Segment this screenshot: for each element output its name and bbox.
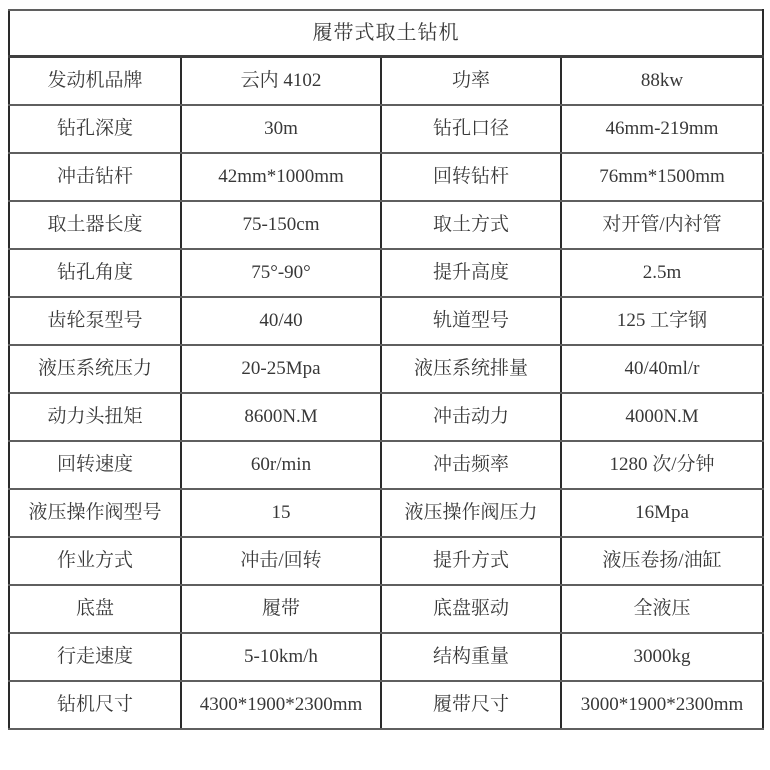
spec-value-cell: 冲击/回转 <box>181 537 381 585</box>
spec-label-cell: 钻孔角度 <box>9 249 181 297</box>
spec-value-cell: 全液压 <box>561 585 763 633</box>
spec-label-cell: 提升方式 <box>381 537 561 585</box>
spec-row <box>9 345 763 393</box>
spec-label-cell: 冲击动力 <box>381 393 561 441</box>
spec-value-cell: 液压卷扬/油缸 <box>561 537 763 585</box>
spec-row <box>9 249 763 297</box>
spec-value-cell: 5-10km/h <box>181 633 381 681</box>
spec-row <box>9 489 763 537</box>
spec-label-cell: 取土器长度 <box>9 201 181 249</box>
spec-value-cell: 8600N.M <box>181 393 381 441</box>
spec-label-cell: 底盘驱动 <box>381 585 561 633</box>
spec-label-cell: 回转钻杆 <box>381 153 561 201</box>
spec-value-cell: 4000N.M <box>561 393 763 441</box>
spec-label-cell: 液压操作阀压力 <box>381 489 561 537</box>
spec-row <box>9 585 763 633</box>
spec-label-cell: 冲击钻杆 <box>9 153 181 201</box>
spec-value-cell: 履带 <box>181 585 381 633</box>
spec-row <box>9 57 763 106</box>
spec-value-cell: 75-150cm <box>181 201 381 249</box>
spec-value-cell: 3000kg <box>561 633 763 681</box>
spec-row <box>9 681 763 729</box>
spec-value-cell: 46mm-219mm <box>561 105 763 153</box>
spec-value-cell: 76mm*1500mm <box>561 153 763 201</box>
spec-value-cell: 75°-90° <box>181 249 381 297</box>
spec-value-cell: 1280 次/分钟 <box>561 441 763 489</box>
spec-value-cell: 对开管/内衬管 <box>561 201 763 249</box>
spec-label-cell: 底盘 <box>9 585 181 633</box>
spec-value-cell: 15 <box>181 489 381 537</box>
spec-value-cell: 4300*1900*2300mm <box>181 681 381 729</box>
spec-label-cell: 取土方式 <box>381 201 561 249</box>
spec-label-cell: 钻孔口径 <box>381 105 561 153</box>
table-title: 履带式取土钻机 <box>9 10 763 57</box>
spec-label-cell: 液压系统压力 <box>9 345 181 393</box>
spec-label-cell: 冲击频率 <box>381 441 561 489</box>
spec-row <box>9 537 763 585</box>
table-title-row <box>9 10 763 57</box>
spec-label-cell: 钻机尺寸 <box>9 681 181 729</box>
spec-label-cell: 钻孔深度 <box>9 105 181 153</box>
spec-label-cell: 结构重量 <box>381 633 561 681</box>
spec-label-cell: 功率 <box>381 57 561 106</box>
spec-label-cell: 液压系统排量 <box>381 345 561 393</box>
spec-label-cell: 提升高度 <box>381 249 561 297</box>
spec-label-cell: 液压操作阀型号 <box>9 489 181 537</box>
spec-label-cell: 动力头扭矩 <box>9 393 181 441</box>
spec-row <box>9 297 763 345</box>
spec-value-cell: 16Mpa <box>561 489 763 537</box>
spec-value-cell: 125 工字钢 <box>561 297 763 345</box>
spec-value-cell: 3000*1900*2300mm <box>561 681 763 729</box>
spec-row <box>9 201 763 249</box>
spec-label-cell: 作业方式 <box>9 537 181 585</box>
spec-label-cell: 齿轮泵型号 <box>9 297 181 345</box>
spec-value-cell: 40/40ml/r <box>561 345 763 393</box>
spec-value-cell: 42mm*1000mm <box>181 153 381 201</box>
spec-table <box>8 9 764 730</box>
spec-value-cell: 30m <box>181 105 381 153</box>
spec-label-cell: 轨道型号 <box>381 297 561 345</box>
spec-row <box>9 153 763 201</box>
spec-row <box>9 393 763 441</box>
spec-label-cell: 履带尺寸 <box>381 681 561 729</box>
spec-value-cell: 20-25Mpa <box>181 345 381 393</box>
spec-row <box>9 633 763 681</box>
spec-label-cell: 发动机品牌 <box>9 57 181 106</box>
spec-value-cell: 60r/min <box>181 441 381 489</box>
spec-value-cell: 2.5m <box>561 249 763 297</box>
spec-row <box>9 105 763 153</box>
spec-value-cell: 云内 4102 <box>181 57 381 106</box>
spec-row <box>9 441 763 489</box>
spec-label-cell: 回转速度 <box>9 441 181 489</box>
spec-label-cell: 行走速度 <box>9 633 181 681</box>
spec-value-cell: 88kw <box>561 57 763 106</box>
spec-value-cell: 40/40 <box>181 297 381 345</box>
spec-table-body <box>9 57 763 730</box>
